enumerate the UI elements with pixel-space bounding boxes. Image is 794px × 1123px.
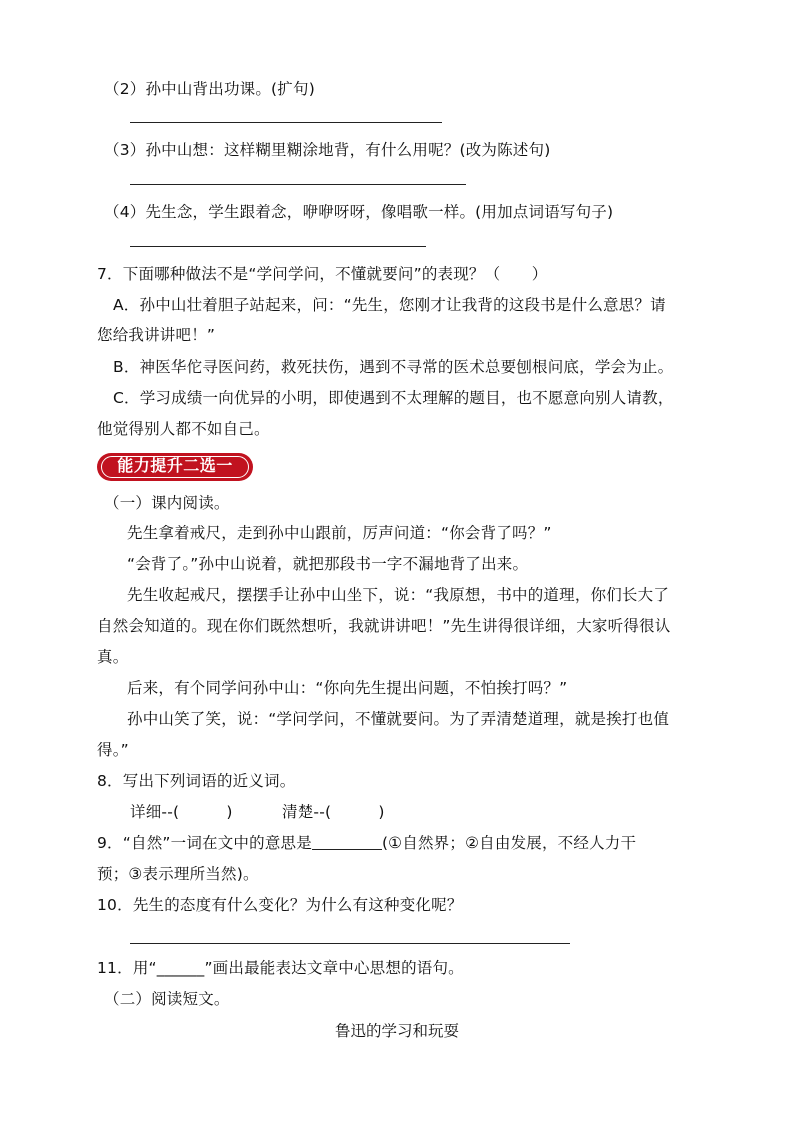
q9-options: (①自然界；②自由发展，不经人力干: [381, 834, 637, 852]
q11-stem: 11．用“______”画出最能表达文章中心思想的语句。: [97, 959, 464, 977]
answer-line-q6-2[interactable]: [130, 122, 442, 123]
reading1-paragraph-3-line3: 真。: [97, 648, 129, 666]
answer-line-q6-3[interactable]: [130, 184, 466, 185]
q7-option-a-line2: 您给我讲讲吧！”: [97, 326, 216, 344]
q7-option-c-line1: C．学习成绩一向优异的小明，即使遇到不太理解的题目，也不愿意向别人请教，: [113, 389, 674, 407]
q7-option-c-line2: 他觉得别人都不如自己。: [97, 420, 270, 438]
answer-line-q10[interactable]: [130, 943, 570, 944]
q7-stem: 7．下面哪种做法不是“学问学问，不懂就要问”的表现？（ ）: [97, 265, 548, 283]
section-badge: [97, 453, 253, 481]
reading1-heading: （一）课内阅读。: [104, 494, 230, 512]
reading1-paragraph-2: “会背了。”孙中山说着，就把那段书一字不漏地背了出来。: [127, 555, 529, 573]
q8-stem: 8．写出下列词语的近义词。: [97, 772, 296, 790]
q6-item-2: （2）孙中山背出功课。(扩句): [104, 80, 315, 98]
reading1-paragraph-4: 后来，有个同学问孙中山：“你向先生提出问题，不怕挨打吗？”: [127, 679, 568, 697]
answer-line-q6-4[interactable]: [130, 246, 426, 247]
reading1-paragraph-5-line1: 孙中山笑了笑，说：“学问学问，不懂就要问。为了弄清楚道理，就是挨打也值: [127, 710, 670, 728]
q9-answer-blank[interactable]: [312, 835, 382, 850]
reading1-paragraph-1: 先生拿着戒尺，走到孙中山跟前，厉声问道：“你会背了吗？”: [127, 524, 552, 542]
section-title: 能力提升二选一: [117, 456, 233, 475]
reading2-title: 鲁迅的学习和玩耍: [334, 1022, 459, 1040]
q9-stem: 9．“自然”一词在文中的意思是: [97, 834, 312, 852]
q6-item-3: （3）孙中山想：这样糊里糊涂地背，有什么用呢？(改为陈述句): [104, 141, 551, 159]
reading1-paragraph-5-line2: 得。”: [97, 741, 129, 759]
q9-line-2: 预；③表示理所当然)。: [97, 865, 259, 883]
reading2-heading: （二）阅读短文。: [104, 990, 230, 1008]
q8-word-1[interactable]: 详细--( ): [130, 803, 233, 821]
reading1-paragraph-3-line2: 自然会知道的。现在你们既然想听，我就讲讲吧！”先生讲得很详细，大家听得很认: [97, 617, 671, 635]
q8-word-2[interactable]: 清楚--( ): [282, 803, 385, 821]
q6-item-4: （4）先生念，学生跟着念，咿咿呀呀，像唱歌一样。(用加点词语写句子): [104, 203, 614, 221]
q7-option-a-line1: A．孙中山壮着胆子站起来，问：“先生，您刚才让我背的这段书是什么意思？请: [113, 296, 666, 314]
q10-stem: 10．先生的态度有什么变化？为什么有这种变化呢？: [97, 896, 463, 914]
q7-option-b: B．神医华佗寻医问药，救死扶伤，遇到不寻常的医术总要刨根问底，学会为止。: [113, 358, 674, 376]
q9-line-1: [97, 833, 636, 853]
reading1-paragraph-3-line1: 先生收起戒尺，摆摆手让孙中山坐下，说：“我原想，书中的道理，你们长大了: [127, 586, 670, 604]
